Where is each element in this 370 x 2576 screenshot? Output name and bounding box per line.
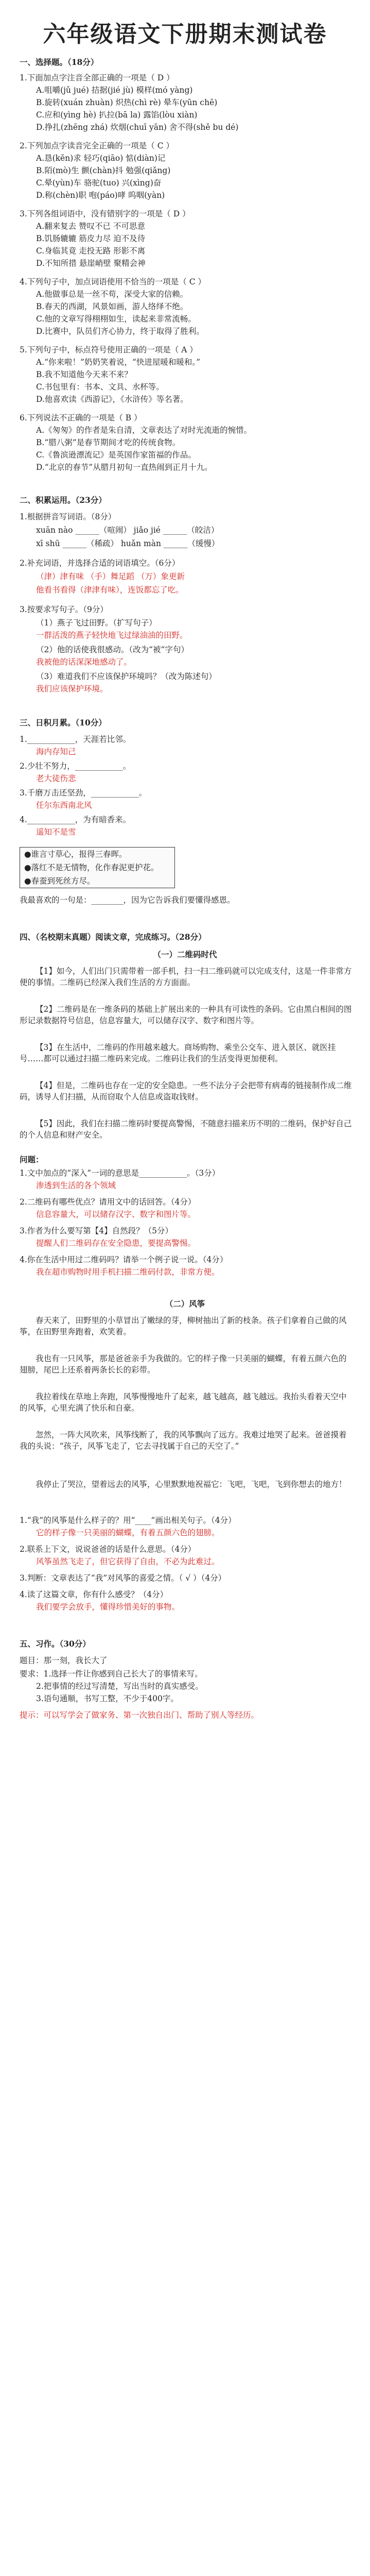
s2-q1-line2: xī shū ______（稀疏） huǎn màn ______（缓慢） [36,539,220,548]
s3-q2-answer: 老大徒伤悲 [36,774,76,783]
s3-q4: 4.____________，为有暗香来。 [20,815,131,824]
s4-q3-answer: 提醒人们二维码存在安全隐患，要提高警惕。 [36,1239,196,1248]
q6-option-b: B.“腊八粥”是春节期间才吃的传统食物。 [36,438,181,447]
s3-q3-answer: 任尔东西南北风 [36,801,92,810]
s4-q2: 2.二维码有哪些优点？请用文中的话回答。（4分） [20,1197,196,1207]
passage1-p2: 【2】二维码是在一维条码的基础上扩展出来的一种具有可读性的条码。它由黑白相间的图形记录数据符号信息，信息容量大，可以储存汉字、数字和图片等。 [20,1005,352,1025]
page-title: 六年级语文下册期末测试卷 [43,21,327,47]
section5-heading: 五、习作。（30分） [20,1639,91,1649]
s4-q4-answer: 我在超市购物时用手机扫描二维码付款，非常方便。 [36,1267,220,1277]
s3-q1: 1.____________，天涯若比邻。 [20,735,131,744]
passage1-p1: 【1】如今，人们出门只需带着一部手机，扫一扫二维码就可以完成支付，这是一件非常方便的事情。二维码已经深入我们生活的方方面面。 [20,967,352,987]
s2-q3-b-answer: 我被他的话深深地感动了。 [36,657,132,667]
s4-rq1-answer: 它的样子像一只美丽的蝴蝶，有着五颜六色的翅膀。 [36,1528,220,1537]
s4-q4: 4.你在生活中用过二维码吗？请举一个例子说一说。（4分） [20,1255,228,1264]
s4-rq3: 3.判断：文章表达了“我”对风筝的喜爱之情。（ √ ）（4分） [20,1573,226,1583]
q1-option-d: D.挣扎(zhēng zhá) 炊烟(chuī yān) 舍不得(shě bu dé) [36,123,239,132]
quote-item: ●谁言寸草心，报得三春晖。 [24,850,127,859]
essay-title: 题目：那一刻，我长大了 [20,1656,108,1665]
q5-option-c: C.书包里有：书本、文具、水杯等。 [36,382,164,392]
passage2-r1: 春天来了，田野里的小草冒出了嫩绿的芽，柳树抽出了新的枝条。孩子们拿着自己做的风筝，在田野里奔跑着，欢笑着。 [20,1316,347,1336]
quote-item: ●春蚕到死丝方尽。 [24,876,95,886]
s3-q3: 3.千磨万击还坚劲，____________。 [20,788,147,798]
section2-heading: 二、积累运用。（23分） [20,495,107,505]
s3-q1-answer: 海内存知己 [36,747,76,756]
passage2-title: （二）风筝 [165,1299,205,1309]
s4-rq4-answer: 我们要学会放手，懂得珍惜美好的事物。 [36,1602,180,1612]
s4-rq2: 2.联系上下文，说说爸爸的话是什么意思。（4分） [20,1545,196,1554]
passage1-p5: 【5】因此，我们在扫描二维码时要提高警惕，不随意扫描来历不明的二维码，保护好自己的个人信息和财产安全。 [20,1119,352,1140]
essay-req2: 2.把事情的经过写清楚，写出当时的真实感受。 [36,1682,203,1691]
essay-req1: 要求：1.选择一件让你感到自己长大了的事情来写。 [20,1669,203,1679]
q1-stem: 1.下面加点字注音全部正确的一项是（ D ） [20,73,174,82]
passage1-p4: 【4】但是，二维码也存在一定的安全隐患。一些不法分子会把带有病毒的链接制作成二维码，诱导人们扫描，从而窃取个人信息或盗取钱财。 [20,1081,352,1101]
essay-tip: 提示：可以写学会了做家务、第一次独自出门、帮助了别人等经历。 [20,1710,259,1720]
s2-q3-b: （2）他的话使我很感动。（改为“被”字句） [36,645,189,654]
q3-option-d: D.不知所措 悬崖峭壁 聚精会神 [36,259,146,268]
q2-option-a: A.恳(kěn)求 轻巧(qiāo) 惦(diàn)记 [36,154,166,163]
s4-q2-answer: 信息容量大，可以储存汉字、数字和图片等。 [36,1210,196,1219]
q2-option-b: B.陌(mò)生 颤(chàn)抖 勉强(qiǎng) [36,166,171,175]
q4-option-a: A.他做事总是一丝不苟，深受大家的信赖。 [36,290,188,299]
q5-option-d: D.他喜欢读《西游记》，《水浒传》等名著。 [36,395,188,404]
section1-heading: 一、选择题。（18分） [20,57,99,67]
s3-q2: 2.少壮不努力，____________。 [20,761,131,771]
section3-heading: 三、日积月累。（10分） [20,718,107,727]
q1-option-b: B.旋转(xuán zhuàn) 炽热(chì rè) 晕车(yūn chē) [36,98,218,107]
q3-option-b: B.饥肠辘辘 筋皮力尽 迫不及待 [36,234,146,243]
s3-q4-answer: 遥知不是雪 [36,827,76,837]
s2-q3-c: （3）难道我们不应该保护环境吗？（改为陈述句） [36,672,217,681]
s2-q3-a-answer: 一群活泼的燕子轻快地飞过绿油油的田野。 [36,631,188,640]
q2-stem: 2.下列加点字读音完全正确的一项是（ C ） [20,141,174,150]
q6-stem: 6.下列说法不正确的一项是（ B ） [20,413,142,422]
q4-option-d: D.比赛中，队员们齐心协力，终于取得了胜利。 [36,327,204,336]
s2-q2: 2.补充词语，并选择合适的词语填空。（6分） [20,558,180,568]
quote-item: ●落红不是无情物，化作春泥更护花。 [24,863,159,872]
s2-q3: 3.按要求写句子。（9分） [20,605,108,614]
s2-q3-a: （1）燕子飞过田野。（扩写句子） [36,618,157,628]
quote-box [20,847,175,888]
q6-option-d: D.“北京的春节”从腊月初旬一直热闹到正月十九。 [36,463,213,472]
q5-option-a: A.“你来啦！”奶奶笑着说，“快进屋暖和暖和。” [36,358,201,367]
s4-rq4: 4.读了这篇文章，你有什么感受？（4分） [20,1590,168,1599]
questions-label: 问题： [20,1155,44,1164]
passage1-title: （一）二维码时代 [153,950,217,959]
q4-stem: 4.下列句子中，加点词语使用不恰当的一项是（ C ） [20,277,206,286]
q4-option-b: B.春天的西湖，风景如画，游人络绎不绝。 [36,302,188,311]
s4-q1-answer: 渗透到生活的各个领域 [36,1181,116,1190]
q2-option-c: C.晕(yùn)车 骆驼(tuo) 兴(xìng)奋 [36,178,162,188]
q5-stem: 5.下列句子中，标点符号使用正确的一项是（ A ） [20,345,198,354]
q3-option-c: C.身临其竟 走投无路 形影不离 [36,246,146,256]
s4-rq2-answer: 风筝虽然飞走了，但它获得了自由，不必为此难过。 [36,1557,220,1566]
q1-option-c: C.应和(yìng hè) 扒拉(bā la) 露馅(lòu xiàn) [36,110,198,120]
s2-q1: 1.根据拼音写词语。（8分） [20,512,116,521]
q6-option-c: C.《鲁滨逊漂流记》是英国作家笛福的作品。 [36,450,196,460]
q1-option-a: A.咀嚼(jǔ jué) 拮据(jié jù) 模样(mó yàng) [36,86,193,95]
essay-req3: 3.语句通顺，书写工整，不少于400字。 [36,1694,179,1703]
s4-rq1: 1.“我”的风筝是什么样子的？用“____”画出相关句子。（4分） [20,1516,236,1525]
q3-option-a: A.翻来复去 赞叹不已 不可思意 [36,222,145,231]
q3-stem: 3.下列各组词语中，没有错别字的一项是（ D ） [20,209,190,218]
passage2-r5: 我停止了哭泣，望着远去的风筝，心里默默地祝福它：飞吧，飞吧，飞到你想去的地方！ [36,1480,347,1489]
s4-q1: 1.文中加点的“深入”一词的意思是____________。（3分） [20,1168,220,1178]
q2-option-d: D.称(chèn)职 咆(páo)哮 呜咽(yàn) [36,191,165,200]
q6-option-a: A.《匆匆》的作者是朱自清，文章表达了对时光流逝的惋惜。 [36,426,252,435]
section4-heading: 四、（名校期末真题）阅读文章，完成练习。（28分） [20,932,206,942]
s2-q3-c-answer: 我们应该保护环境。 [36,684,108,693]
passage2-r4: 忽然，一阵大风吹来，风筝线断了，我的风筝飘向了远方。我难过地哭了起来。爸爸摸着我的头说：“孩子，风筝飞走了，它去寻找属于自己的天空了。” [20,1430,347,1451]
s2-q2-line1: （津）津有味 （手）舞足蹈 （万）象更新 [36,572,185,581]
passage1-p3: 【3】在生活中，二维码的作用越来越大。商场购物、乘坐公交车、进入景区、就医挂号……都可以通过扫描二维码来完成。二维码让我们的生活变得更加便利。 [20,1043,336,1063]
passage2-r2: 我也有一只风筝，那是爸爸亲手为我做的。它的样子像一只美丽的蝴蝶，有着五颜六色的翅膀，尾巴上还系着两条长长的彩带。 [20,1354,347,1375]
passage2-r3: 我拉着线在草地上奔跑，风筝慢慢地升了起来，越飞越高，越飞越远。我抬头看着天空中的风筝，心里充满了快乐和自豪。 [20,1392,347,1413]
s2-q1-line1: xuān nào ______（喧闹） jiǎo jié ______（皎洁） [36,526,219,535]
q5-option-b: B.我不知道他今天来不来？ [36,370,132,379]
s2-q2-line2: 他看书看得（津津有味），连饭都忘了吃。 [36,585,184,595]
s3-note: 我最喜欢的一句是：________，因为它告诉我们要懂得感恩。 [20,895,235,905]
q4-option-c: C.他的文章写得栩栩如生，读起来非常流畅。 [36,314,196,324]
s4-q3: 3.作者为什么要写第【4】自然段？（5分） [20,1226,173,1235]
